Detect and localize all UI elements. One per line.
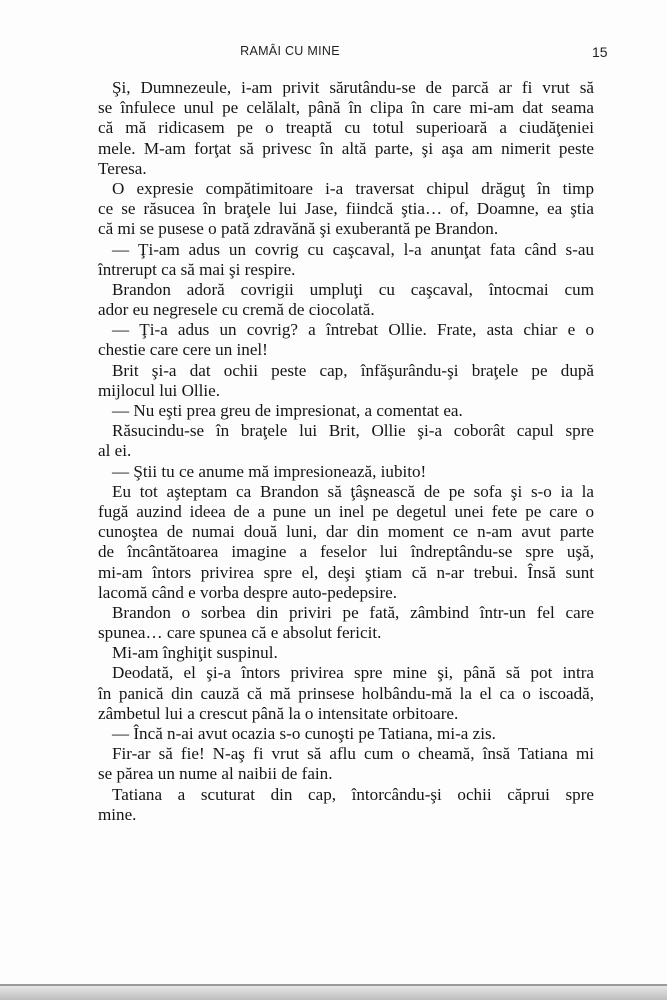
text-line: lacomă când e vorba despre auto-pedepsire. (98, 582, 397, 602)
text-line: Tatiana a scuturat din cap, întorcându-şi ochii căprui spre (112, 784, 594, 804)
text-line: O expresie compătimitoare i-a traversat chipul drăguţ în timp (112, 178, 594, 198)
text-line: — Încă n-ai avut ocazia s-o cunoşti pe Tatiana, mi-a zis. (112, 724, 496, 743)
text-line: — Ţi-a adus un covrig? a întrebat Ollie. Frate, asta chiar e o (112, 320, 594, 340)
text-line: ador eu negresele cu cremă de ciocolată. (98, 300, 375, 320)
text-line: — Nu eşti prea greu de impresionat, a comentat ea. (112, 401, 463, 420)
text-line: Brandon o sorbea din priviri pe fată, zâmbind într-un fel care (112, 602, 594, 622)
text-line: mijlocul lui Ollie. (98, 380, 221, 400)
text-line: Răsucindu-se în braţele lui Brit, Ollie şi-a coborât capul spre (112, 421, 594, 441)
text-line: mi-am întors privirea spre el, deşi ştiam că n-ar trebui. Însă sunt (98, 562, 594, 582)
text-line: că mi se pusese o pată zdravănă şi exuberantă pe Brandon. (98, 219, 499, 239)
text-line: al ei. (98, 441, 132, 461)
text-line: Brandon adoră covrigii umpluţi cu caşcaval, întocmai cum (112, 279, 594, 299)
text-line: zâmbetul lui a crescut până la o intensitate orbitoare. (98, 703, 459, 723)
text-line: Fir-ar să fie! N-aş fi vrut să aflu cum o cheamă, însă Tatiana mi (112, 744, 594, 764)
text-line: mele. M-am forţat să privesc în altă parte, şi aşa am nimerit peste (98, 138, 594, 158)
text-line: Şi, Dumnezeule, i-am privit sărutându-se de parcă ar fi vrut să (112, 78, 594, 97)
body-text (98, 78, 594, 825)
page-bottom-edge (0, 986, 667, 1000)
text-line: Eu tot aşteptam ca Brandon să ţâşnească de pe sofa şi s-o ia la (112, 481, 594, 501)
text-line: cunoştea de numai două luni, dar din moment ce n-am avut parte (98, 522, 594, 542)
text-line: se părea un nume al naibii de fain. (98, 764, 333, 784)
text-line: Brit şi-a dat ochii peste cap, înfăşurându-şi braţele pe după (112, 360, 594, 380)
text-line: Deodată, el şi-a întors privirea spre mine şi, până să pot intra (112, 663, 594, 683)
text-line: — Ţi-am adus un covrig cu caşcaval, l-a anunţat fata când s-au (112, 239, 594, 259)
text-line: ce se răsucea în braţele lui Jase, fiindcă ştia… of, Doamne, ea ştia (98, 199, 594, 219)
text-line: că mă ridicasem pe o treaptă cu totul superioară a ciudăţeniei (98, 118, 594, 138)
text-line: întrerupt ca să mai şi respire. (98, 259, 296, 279)
text-line: spunea… care spunea că e absolut fericit. (98, 623, 382, 643)
text-line: — Ştii tu ce anume mă impresionează, iubito! (112, 461, 427, 481)
text-line: de încântătoarea imagine a feselor lui îndreptându-se spre uşă, (98, 542, 594, 562)
text-line: fugă auzind ideea de a pune un inel pe degetul unei fete pe care o (98, 501, 594, 521)
text-line: Mi-am înghiţit suspinul. (112, 643, 278, 663)
text-line: în panică din cauză că mă prinsese holbându-mă la el ca o iscoadă, (98, 683, 594, 703)
text-line: mine. (98, 804, 137, 824)
page-number: 15 (592, 44, 608, 60)
running-title: RAMÂI CU MINE (240, 44, 340, 58)
text-line: chestie care cere un inel! (98, 340, 268, 360)
text-line: se înfulece unul pe celălalt, până în clipa în care mi-am dat seama (98, 98, 594, 118)
running-head (0, 44, 667, 64)
text-line: Teresa. (98, 158, 147, 178)
